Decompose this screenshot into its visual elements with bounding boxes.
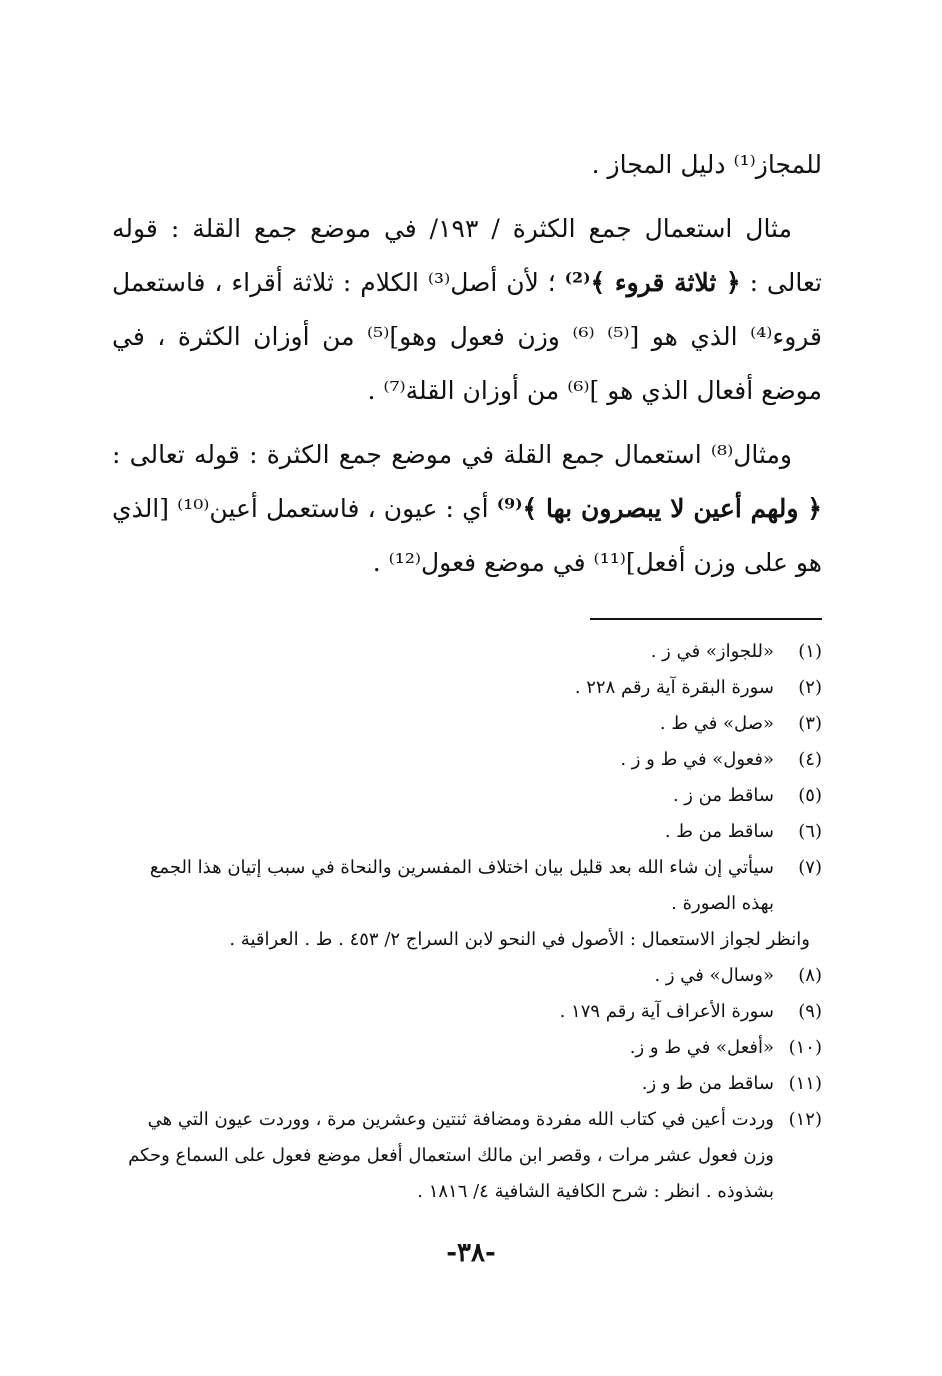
- footnote-10: [112, 1030, 822, 1066]
- paragraph-1-intro: مثال استعمال جمع الكثرة / ١٩٣/ في موضع جمع القلة : قوله تعالى :: [112, 214, 822, 297]
- footnote-5: [112, 778, 822, 814]
- footnote-number: (١١): [788, 1073, 822, 1094]
- paragraph-2-body: أي : عيون ، فاستعمل أعين⁽¹⁰⁾ [الذي هو على وزن أفعل]⁽¹¹⁾ في موضع فعول⁽¹²⁾ .: [112, 494, 822, 577]
- footnote-text: ساقط من ز .: [672, 785, 774, 806]
- footnote-text: وانظر لجواز الاستعمال : الأصول في النحو لابن السراج ٢/ ٤٥٣ . ط . العراقية .: [229, 929, 810, 950]
- footnote-11: [112, 1066, 822, 1102]
- footnote-text: وردت أعين في كتاب الله مفردة ومضافة ثنتين وعشرين مرة ، ووردت عيون التي هي وزن فعول عشر مرات ، وقصر ابن مالك استعمال أفعل موضع فعول على السماع وحكم بشذوذه . انظر : شرح الكافية الشافية ٤/ ١٨١٦ .: [128, 1109, 774, 1202]
- paragraph-1: [112, 202, 822, 418]
- footnote-4: [112, 742, 822, 778]
- paragraph-1-body: ؛ لأن أصل⁽³⁾ الكلام : ثلاثة أقراء ، فاستعمل قروء⁽⁴⁾ الذي هو [⁽⁵⁾ ⁽⁶⁾ وزن فعول وهو]⁽⁵⁾ من أوزان الكثرة ، في موضع أفعال الذي هو ]⁽⁶⁾ من أوزان القلة⁽⁷⁾ .: [112, 268, 823, 405]
- footnotes: [112, 634, 822, 1210]
- footnote-number: (١): [798, 641, 822, 662]
- footnote-6: [112, 814, 822, 850]
- footnote-2: [112, 670, 822, 706]
- footnote-number: (٨): [798, 965, 822, 986]
- footnote-7: [112, 850, 822, 922]
- footnote-divider: [590, 618, 822, 620]
- footnote-text: «للجواز» في ز .: [650, 641, 774, 662]
- footnote-8: [112, 958, 822, 994]
- footnote-12: [112, 1102, 822, 1210]
- footnote-number: (٤): [798, 749, 822, 770]
- footnote-number: (٥): [798, 785, 822, 806]
- footnote-number: (٧): [798, 857, 822, 878]
- top-line: للمجاز⁽¹⁾ دليل المجاز .: [591, 150, 822, 179]
- footnote-number: (٢): [798, 677, 822, 698]
- main-text: [112, 138, 822, 590]
- footnote-text: سورة البقرة آية رقم ٢٢٨ .: [574, 677, 774, 698]
- footnote-text: «صل» في ط .: [659, 713, 774, 734]
- footnote-text: «وسال» في ز .: [654, 965, 774, 986]
- footnote-1: [112, 634, 822, 670]
- footnote-text: سورة الأعراف آية رقم ١٧٩ .: [559, 1001, 774, 1022]
- footnote-7-continuation: [112, 922, 822, 958]
- footnote-number: (١٠): [788, 1037, 822, 1058]
- page-number: -٣٨-: [446, 1238, 496, 1268]
- page-body: [112, 138, 822, 1376]
- footnote-text: سيأتي إن شاء الله بعد قليل بيان اختلاف المفسرين والنحاة في سبب إتيان هذا الجمع بهذه الصورة .: [149, 857, 774, 914]
- paragraph-2: [112, 428, 822, 590]
- footnote-text: ساقط من ط و ز.: [641, 1073, 774, 1094]
- footnote-9: [112, 994, 822, 1030]
- footnote-text: ساقط من ط .: [664, 821, 774, 842]
- quran-verse-2: ﴿ ولهم أعين لا يبصرون بها ﴾⁽⁹⁾: [496, 494, 822, 523]
- footnote-text: «أفعل» في ط و ز.: [629, 1037, 774, 1058]
- footnote-3: [112, 706, 822, 742]
- quran-verse-1: ﴿ ثلاثة قروء ﴾⁽²⁾: [564, 268, 741, 297]
- footnote-number: (٣): [798, 713, 822, 734]
- footnote-text: «فعول» في ط و ز .: [620, 749, 774, 770]
- paragraph-2-intro: ومثال⁽⁸⁾ استعمال جمع القلة في موضع جمع الكثرة : قوله تعالى :: [112, 440, 792, 469]
- footnote-number: (١٢): [788, 1109, 822, 1130]
- footnote-number: (٦): [798, 821, 822, 842]
- footnote-number: (٩): [798, 1001, 822, 1022]
